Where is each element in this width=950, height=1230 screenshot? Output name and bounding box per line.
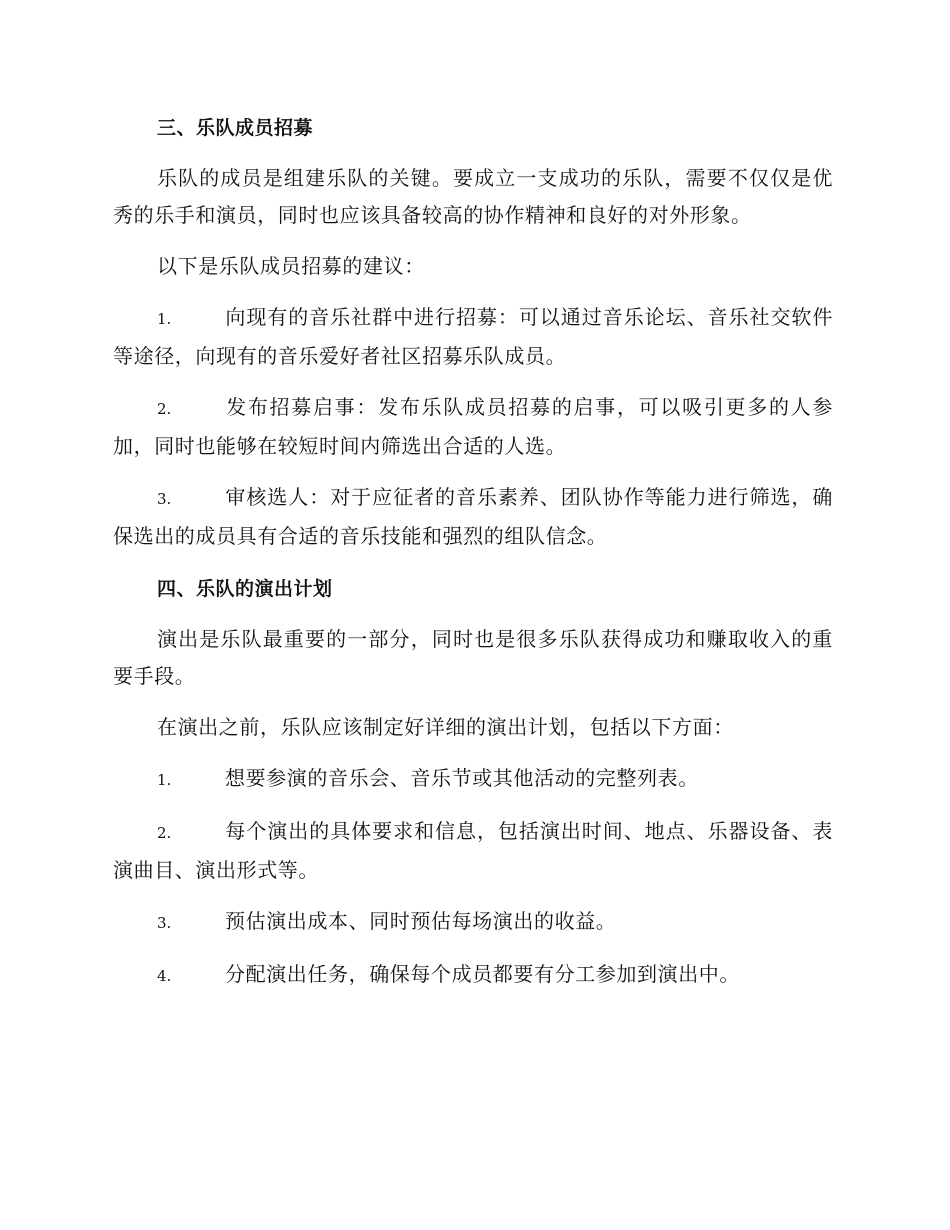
- paragraph: 在演出之前，乐队应该制定好详细的演出计划，包括以下方面：: [157, 715, 734, 739]
- list-item-text: 想要参演的音乐会、音乐节或其他活动的完整列表。: [225, 766, 699, 790]
- list-item: [113, 956, 833, 995]
- list-item-text: 发布招募启事：发布乐队成员招募的启事，可以吸引更多的人参加，同时也能够在较短时间内筛选出合适的人选。: [113, 395, 833, 458]
- list-item-text: 分配演出任务，确保每个成员都要有分工参加到演出中。: [225, 962, 740, 986]
- paragraph: 乐队的成员是组建乐队的关键。要成立一支成功的乐队，需要不仅仅是优秀的乐手和演员，同时也应该具备较高的协作精神和良好的对外形象。: [113, 166, 833, 227]
- list-item-text: 每个演出的具体要求和信息，包括演出时间、地点、乐器设备、表演曲目、演出形式等。: [113, 819, 833, 882]
- list-number: 1.: [157, 771, 172, 789]
- list-item: [113, 813, 833, 889]
- list-number: 1.: [157, 310, 172, 328]
- section-heading-performance-plan: 四、乐队的演出计划: [157, 578, 333, 600]
- list-item: [113, 479, 833, 555]
- list-item: [113, 760, 833, 799]
- list-item-text: 预估演出成本、同时预估每场演出的收益。: [225, 909, 617, 933]
- list-number: 4.: [157, 967, 172, 985]
- list-item: [113, 903, 833, 942]
- list-number: 2.: [157, 824, 172, 842]
- list-item-text: 向现有的音乐社群中进行招募：可以通过音乐论坛、音乐社交软件等途径，向现有的音乐爱好者社区招募乐队成员。: [113, 305, 833, 368]
- list-item: [113, 299, 833, 375]
- list-item: [113, 389, 833, 465]
- document-page: [113, 108, 833, 995]
- list-number: 3.: [157, 914, 172, 932]
- list-item-text: 审核选人：对于应征者的音乐素养、团队协作等能力进行筛选，确保选出的成员具有合适的音乐技能和强烈的组队信念。: [113, 485, 833, 548]
- paragraph: 以下是乐队成员招募的建议：: [157, 254, 425, 278]
- section-heading-recruitment: 三、乐队成员招募: [157, 117, 314, 139]
- list-number: 3.: [157, 490, 172, 508]
- paragraph: 演出是乐队最重要的一部分，同时也是很多乐队获得成功和赚取收入的重要手段。: [113, 627, 833, 688]
- list-number: 2.: [157, 400, 172, 418]
